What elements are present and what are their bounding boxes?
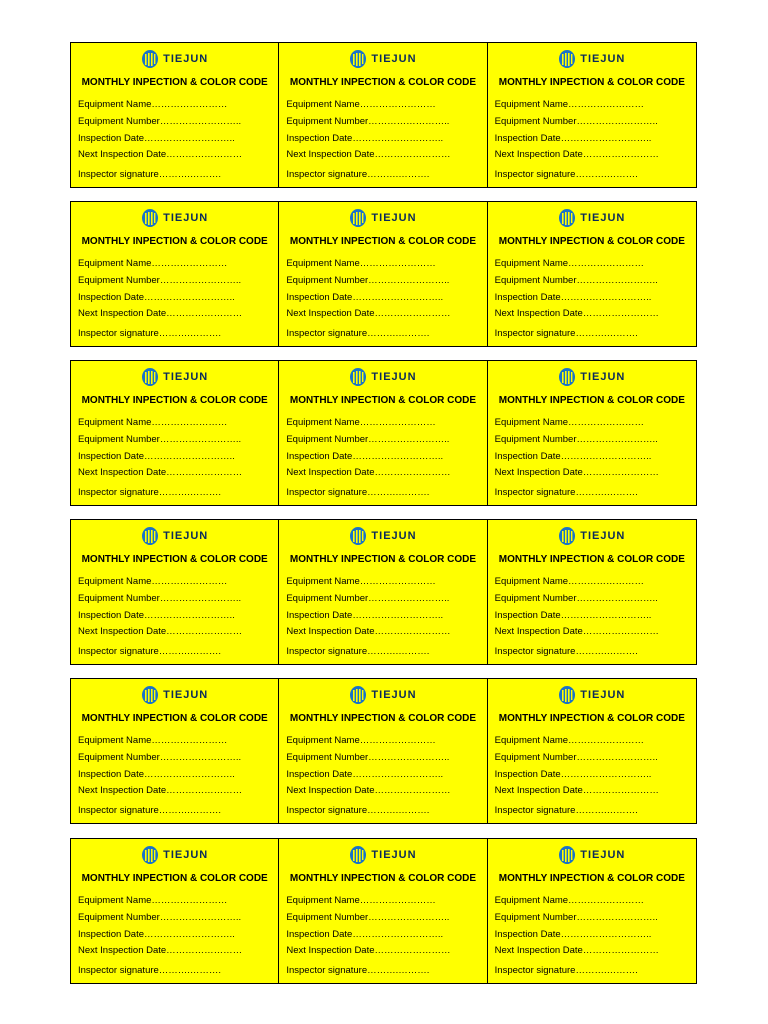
inspection-date-field: Inspection Date………………………..	[494, 929, 652, 940]
label-title: MONTHLY INPECTION & COLOR CODE	[81, 873, 268, 884]
tiejun-logo-icon	[141, 526, 159, 546]
inspector-signature-field: Inspector signature……….……….	[286, 805, 430, 816]
label-row	[70, 678, 697, 824]
inspection-date-field: Inspection Date………………………..	[286, 769, 444, 780]
brand-name: TIEJUN	[580, 849, 626, 861]
tiejun-logo-icon	[141, 685, 159, 705]
equipment-number-field: Equipment Number……………………..	[78, 593, 242, 604]
label-title: MONTHLY INPECTION & COLOR CODE	[81, 77, 268, 88]
label-title: MONTHLY INPECTION & COLOR CODE	[81, 554, 268, 565]
brand-name: TIEJUN	[580, 530, 626, 542]
inspector-signature-field: Inspector signature……….……….	[286, 328, 430, 339]
inspector-signature-field: Inspector signature……….……….	[78, 328, 222, 339]
inspection-label-card	[71, 361, 279, 505]
equipment-name-field: Equipment Name……………………	[78, 99, 228, 110]
equipment-number-field: Equipment Number……………………..	[78, 116, 242, 127]
inspection-date-field: Inspection Date………………………..	[494, 769, 652, 780]
brand-name: TIEJUN	[371, 371, 417, 383]
brand-logo	[71, 844, 278, 866]
brand-logo	[71, 48, 278, 70]
equipment-name-field: Equipment Name……………………	[286, 417, 436, 428]
inspection-date-field: Inspection Date………………………..	[286, 610, 444, 621]
inspector-signature-field: Inspector signature……….……….	[286, 965, 430, 976]
inspection-date-field: Inspection Date………………………..	[78, 292, 235, 303]
inspection-label-card	[279, 202, 487, 346]
label-title: MONTHLY INPECTION & COLOR CODE	[289, 554, 477, 565]
equipment-number-field: Equipment Number……………………..	[494, 275, 658, 286]
equipment-number-field: Equipment Number……………………..	[286, 434, 450, 445]
equipment-name-field: Equipment Name……………………	[494, 417, 645, 428]
inspector-signature-field: Inspector signature……….……….	[494, 169, 638, 180]
brand-logo	[488, 48, 696, 70]
label-title: MONTHLY INPECTION & COLOR CODE	[81, 395, 268, 406]
label-title: MONTHLY INPECTION & COLOR CODE	[289, 236, 477, 247]
next-inspection-date-field: Next Inspection Date……………………	[494, 467, 659, 478]
tiejun-logo-icon	[558, 685, 576, 705]
inspection-date-field: Inspection Date………………………..	[78, 133, 235, 144]
inspection-label-card	[488, 361, 696, 505]
equipment-number-field: Equipment Number……………………..	[494, 752, 658, 763]
inspection-date-field: Inspection Date………………………..	[286, 133, 444, 144]
label-row	[70, 201, 697, 347]
brand-name: TIEJUN	[163, 530, 209, 542]
label-title: MONTHLY INPECTION & COLOR CODE	[498, 873, 685, 884]
equipment-name-field: Equipment Name……………………	[494, 258, 645, 269]
brand-logo	[279, 48, 486, 70]
label-title: MONTHLY INPECTION & COLOR CODE	[289, 77, 477, 88]
equipment-number-field: Equipment Number……………………..	[494, 593, 658, 604]
inspection-label-card	[279, 520, 487, 664]
equipment-number-field: Equipment Number……………………..	[286, 275, 450, 286]
brand-name: TIEJUN	[580, 212, 626, 224]
next-inspection-date-field: Next Inspection Date……………………	[78, 785, 243, 796]
brand-name: TIEJUN	[163, 371, 209, 383]
next-inspection-date-field: Next Inspection Date……………………	[494, 308, 659, 319]
tiejun-logo-icon	[558, 208, 576, 228]
equipment-number-field: Equipment Number……………………..	[286, 593, 450, 604]
equipment-number-field: Equipment Number……………………..	[286, 116, 450, 127]
equipment-number-field: Equipment Number……………………..	[494, 116, 658, 127]
inspection-label-card	[488, 202, 696, 346]
equipment-name-field: Equipment Name……………………	[286, 895, 436, 906]
inspection-date-field: Inspection Date………………………..	[78, 451, 235, 462]
equipment-number-field: Equipment Number……………………..	[78, 912, 242, 923]
inspection-date-field: Inspection Date………………………..	[494, 133, 652, 144]
brand-logo	[488, 525, 696, 547]
inspection-label-card	[279, 43, 487, 187]
inspector-signature-field: Inspector signature……….……….	[78, 487, 222, 498]
brand-logo	[279, 844, 486, 866]
label-title: MONTHLY INPECTION & COLOR CODE	[498, 554, 685, 565]
inspection-label-card	[71, 202, 279, 346]
label-title: MONTHLY INPECTION & COLOR CODE	[498, 713, 685, 724]
label-title: MONTHLY INPECTION & COLOR CODE	[289, 713, 477, 724]
brand-logo	[71, 207, 278, 229]
inspection-date-field: Inspection Date………………………..	[78, 610, 235, 621]
inspector-signature-field: Inspector signature……….……….	[286, 646, 430, 657]
brand-name: TIEJUN	[580, 53, 626, 65]
tiejun-logo-icon	[349, 49, 367, 69]
equipment-name-field: Equipment Name……………………	[494, 99, 645, 110]
label-title: MONTHLY INPECTION & COLOR CODE	[498, 395, 685, 406]
brand-name: TIEJUN	[371, 53, 417, 65]
tiejun-logo-icon	[141, 208, 159, 228]
inspection-label-card	[279, 839, 487, 983]
inspection-date-field: Inspection Date………………………..	[78, 929, 235, 940]
inspector-signature-field: Inspector signature……….……….	[78, 805, 222, 816]
inspection-date-field: Inspection Date………………………..	[286, 929, 444, 940]
brand-name: TIEJUN	[371, 212, 417, 224]
label-row	[70, 360, 697, 506]
tiejun-logo-icon	[558, 526, 576, 546]
inspection-label-card	[488, 679, 696, 823]
tiejun-logo-icon	[141, 49, 159, 69]
brand-logo	[488, 684, 696, 706]
brand-logo	[279, 366, 486, 388]
inspection-label-card	[71, 679, 279, 823]
equipment-number-field: Equipment Number……………………..	[78, 434, 242, 445]
label-title: MONTHLY INPECTION & COLOR CODE	[289, 395, 477, 406]
inspector-signature-field: Inspector signature……….……….	[286, 487, 430, 498]
brand-name: TIEJUN	[371, 849, 417, 861]
equipment-name-field: Equipment Name……………………	[78, 576, 228, 587]
equipment-number-field: Equipment Number……………………..	[494, 912, 658, 923]
equipment-name-field: Equipment Name……………………	[78, 895, 228, 906]
next-inspection-date-field: Next Inspection Date……………………	[78, 945, 243, 956]
brand-logo	[279, 684, 486, 706]
next-inspection-date-field: Next Inspection Date……………………	[286, 467, 451, 478]
brand-name: TIEJUN	[163, 689, 209, 701]
label-row	[70, 838, 697, 984]
next-inspection-date-field: Next Inspection Date……………………	[286, 945, 451, 956]
equipment-name-field: Equipment Name……………………	[286, 735, 436, 746]
equipment-name-field: Equipment Name……………………	[78, 417, 228, 428]
inspection-label-card	[488, 839, 696, 983]
label-title: MONTHLY INPECTION & COLOR CODE	[81, 713, 268, 724]
next-inspection-date-field: Next Inspection Date……………………	[494, 945, 659, 956]
inspection-label-card	[71, 520, 279, 664]
brand-name: TIEJUN	[163, 53, 209, 65]
equipment-number-field: Equipment Number……………………..	[494, 434, 658, 445]
next-inspection-date-field: Next Inspection Date……………………	[78, 149, 243, 160]
tiejun-logo-icon	[349, 685, 367, 705]
label-title: MONTHLY INPECTION & COLOR CODE	[289, 873, 477, 884]
next-inspection-date-field: Next Inspection Date……………………	[78, 467, 243, 478]
brand-logo	[71, 684, 278, 706]
brand-logo	[488, 207, 696, 229]
inspection-label-card	[488, 520, 696, 664]
next-inspection-date-field: Next Inspection Date……………………	[78, 308, 243, 319]
label-title: MONTHLY INPECTION & COLOR CODE	[498, 236, 685, 247]
next-inspection-date-field: Next Inspection Date……………………	[286, 308, 451, 319]
inspection-label-card	[279, 679, 487, 823]
inspection-date-field: Inspection Date………………………..	[286, 292, 444, 303]
next-inspection-date-field: Next Inspection Date……………………	[78, 626, 243, 637]
next-inspection-date-field: Next Inspection Date……………………	[494, 149, 659, 160]
label-title: MONTHLY INPECTION & COLOR CODE	[498, 77, 685, 88]
tiejun-logo-icon	[558, 367, 576, 387]
inspector-signature-field: Inspector signature……….……….	[494, 646, 638, 657]
inspector-signature-field: Inspector signature……….……….	[78, 646, 222, 657]
next-inspection-date-field: Next Inspection Date……………………	[494, 785, 659, 796]
next-inspection-date-field: Next Inspection Date……………………	[286, 785, 451, 796]
label-row	[70, 519, 697, 665]
inspector-signature-field: Inspector signature……….……….	[78, 965, 222, 976]
equipment-name-field: Equipment Name……………………	[286, 258, 436, 269]
equipment-number-field: Equipment Number……………………..	[286, 752, 450, 763]
inspection-label-card	[279, 361, 487, 505]
inspector-signature-field: Inspector signature……….……….	[78, 169, 222, 180]
tiejun-logo-icon	[558, 845, 576, 865]
inspector-signature-field: Inspector signature……….……….	[494, 328, 638, 339]
tiejun-logo-icon	[141, 367, 159, 387]
inspector-signature-field: Inspector signature……….……….	[494, 965, 638, 976]
inspection-date-field: Inspection Date………………………..	[286, 451, 444, 462]
brand-name: TIEJUN	[371, 530, 417, 542]
brand-logo	[279, 525, 486, 547]
inspection-date-field: Inspection Date………………………..	[494, 610, 652, 621]
brand-name: TIEJUN	[580, 371, 626, 383]
equipment-name-field: Equipment Name……………………	[286, 99, 436, 110]
inspection-date-field: Inspection Date………………………..	[494, 292, 652, 303]
brand-logo	[279, 207, 486, 229]
brand-logo	[71, 525, 278, 547]
tiejun-logo-icon	[141, 845, 159, 865]
brand-name: TIEJUN	[371, 689, 417, 701]
equipment-number-field: Equipment Number……………………..	[78, 752, 242, 763]
label-row	[70, 42, 697, 188]
brand-name: TIEJUN	[580, 689, 626, 701]
brand-name: TIEJUN	[163, 212, 209, 224]
brand-name: TIEJUN	[163, 849, 209, 861]
equipment-name-field: Equipment Name……………………	[494, 895, 645, 906]
next-inspection-date-field: Next Inspection Date……………………	[286, 149, 451, 160]
next-inspection-date-field: Next Inspection Date……………………	[494, 626, 659, 637]
tiejun-logo-icon	[349, 526, 367, 546]
inspection-label-card	[488, 43, 696, 187]
equipment-name-field: Equipment Name……………………	[494, 735, 645, 746]
inspector-signature-field: Inspector signature……….……….	[286, 169, 430, 180]
tiejun-logo-icon	[349, 367, 367, 387]
tiejun-logo-icon	[558, 49, 576, 69]
brand-logo	[71, 366, 278, 388]
inspector-signature-field: Inspector signature……….……….	[494, 805, 638, 816]
tiejun-logo-icon	[349, 845, 367, 865]
inspector-signature-field: Inspector signature……….……….	[494, 487, 638, 498]
equipment-name-field: Equipment Name……………………	[78, 258, 228, 269]
tiejun-logo-icon	[349, 208, 367, 228]
equipment-number-field: Equipment Number……………………..	[78, 275, 242, 286]
next-inspection-date-field: Next Inspection Date……………………	[286, 626, 451, 637]
label-title: MONTHLY INPECTION & COLOR CODE	[81, 236, 268, 247]
brand-logo	[488, 844, 696, 866]
brand-logo	[488, 366, 696, 388]
inspection-date-field: Inspection Date………………………..	[494, 451, 652, 462]
inspection-label-card	[71, 43, 279, 187]
equipment-number-field: Equipment Number……………………..	[286, 912, 450, 923]
inspection-label-card	[71, 839, 279, 983]
equipment-name-field: Equipment Name……………………	[494, 576, 645, 587]
equipment-name-field: Equipment Name……………………	[78, 735, 228, 746]
inspection-date-field: Inspection Date………………………..	[78, 769, 235, 780]
equipment-name-field: Equipment Name……………………	[286, 576, 436, 587]
